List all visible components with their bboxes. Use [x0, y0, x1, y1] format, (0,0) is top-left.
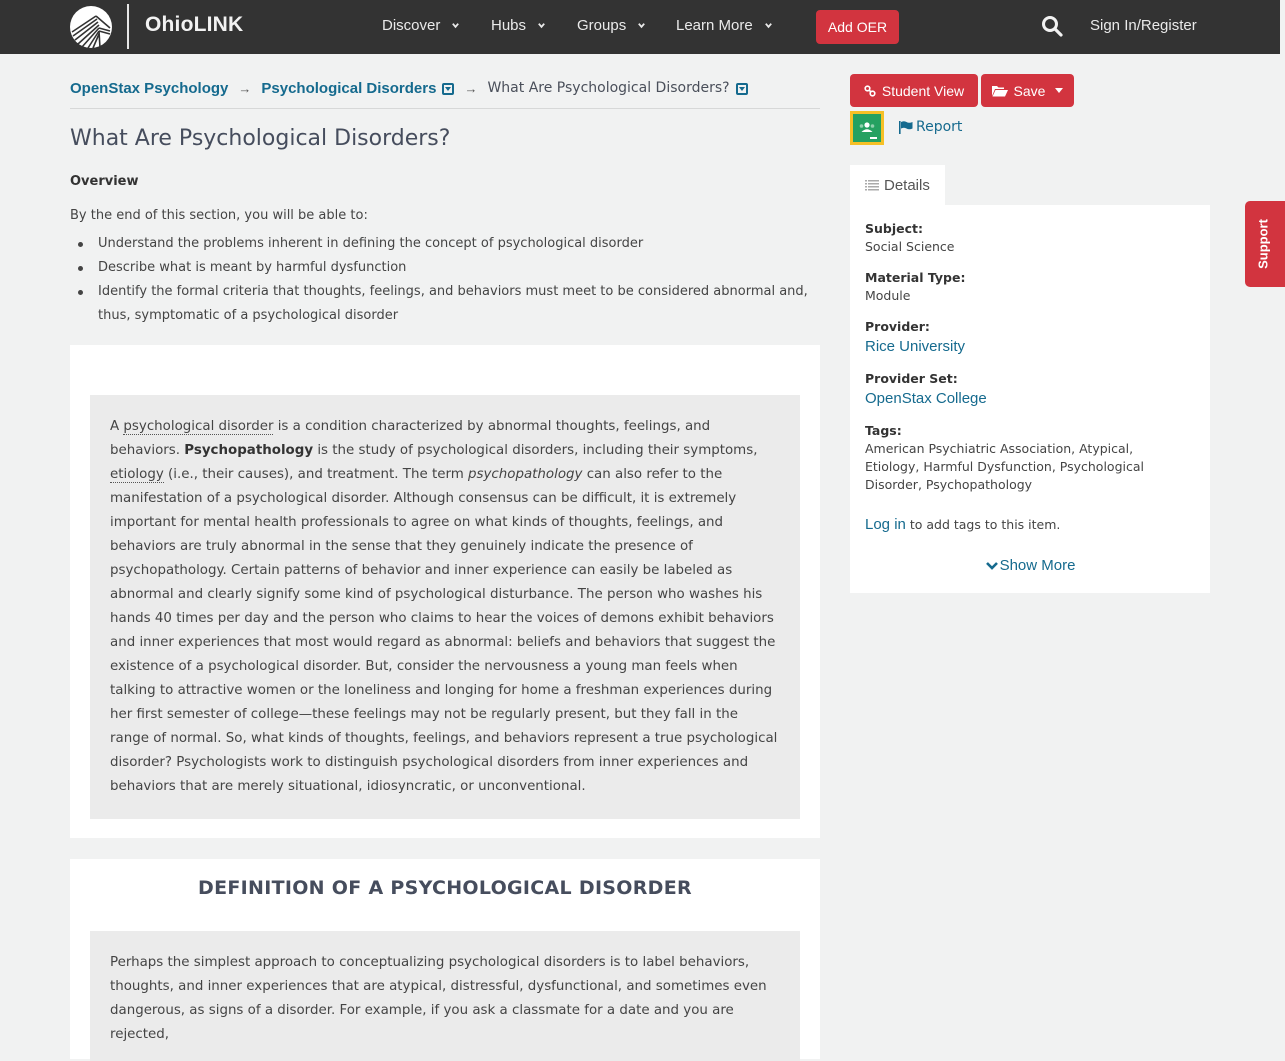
section-heading: DEFINITION OF A PSYCHOLOGICAL DISORDER	[198, 877, 692, 899]
logo-divider	[127, 4, 129, 49]
report-link[interactable]	[899, 119, 962, 135]
login-hint: to add tags to this item.	[905, 517, 1061, 532]
breadcrumb-psychological-disorders[interactable]: Psychological Disorders	[261, 80, 437, 97]
page-title: What Are Psychological Disorders?	[70, 126, 451, 151]
dropdown-toggle-icon[interactable]	[736, 83, 748, 95]
nav-hubs-label: Hubs	[491, 17, 527, 34]
tags-field	[865, 422, 1185, 494]
provider-set-label: Provider Set:	[865, 371, 958, 386]
italic-term: psychopathology	[468, 467, 583, 482]
sign-in-register-link[interactable]: Sign In/Register	[1090, 17, 1197, 34]
text: A	[110, 419, 124, 434]
nav-learn-more-label: Learn More	[676, 17, 753, 34]
glossary-term-etiology[interactable]: etiology	[110, 467, 164, 482]
material-type-value: Module	[865, 288, 911, 303]
objective-item: Describe what is meant by harmful dysfunction	[98, 256, 818, 280]
subject-label: Subject:	[865, 221, 923, 236]
chevron-down-icon	[764, 21, 773, 30]
breadcrumb-current: What Are Psychological Disorders?	[487, 80, 730, 96]
link-icon	[864, 85, 876, 97]
add-oer-button[interactable]: Add OER	[816, 10, 899, 44]
nav-learn-more[interactable]	[676, 17, 773, 34]
text: is the study of psychological disorders, including their symptoms,	[313, 443, 758, 458]
tags-label: Tags:	[865, 423, 902, 438]
chevron-down-icon	[985, 561, 999, 571]
breadcrumb	[70, 80, 820, 109]
student-view-button[interactable]	[850, 74, 978, 107]
ohiolink-logo[interactable]	[70, 6, 112, 48]
overview-label: Overview	[70, 174, 139, 189]
breadcrumb-separator: →	[238, 81, 252, 96]
flag-icon	[899, 121, 913, 134]
details-panel	[850, 205, 1210, 593]
login-to-tag	[865, 516, 1060, 533]
material-type-field	[865, 269, 1185, 305]
nav-discover[interactable]	[382, 17, 460, 34]
bold-term: Psychopathology	[184, 443, 314, 458]
google-classroom-share-button[interactable]	[850, 111, 884, 145]
login-link[interactable]: Log in	[865, 516, 906, 533]
nav-hubs[interactable]	[491, 17, 546, 34]
glossary-term-psychological-disorder[interactable]: psychological disorder	[123, 419, 274, 434]
search-icon	[1041, 15, 1063, 37]
google-classroom-icon	[853, 114, 881, 142]
show-more-button[interactable]	[850, 557, 1210, 574]
save-label: Save	[1013, 82, 1046, 99]
caret-down-icon	[1055, 88, 1063, 93]
learning-objectives	[98, 232, 818, 328]
logo-mark-icon	[70, 6, 112, 48]
chevron-down-icon	[637, 21, 646, 30]
nav-groups[interactable]	[577, 17, 646, 34]
support-label: Support	[1255, 219, 1271, 269]
tags-value: American Psychiatric Association, Atypical, Etiology, Harmful Dysfunction, Psychological Disorder, Psychopathology	[865, 441, 1144, 492]
content-paragraph: Perhaps the simplest approach to conceptualizing psychological disorders is to label behaviors, thoughts, and inner experiences that are atypical, distressful, dysfunctional, and sometimes even dangerous, as signs of a disorder. For example, if you ask a classmate for a date and you are rejected,	[90, 931, 800, 1061]
material-type-label: Material Type:	[865, 270, 966, 285]
text: can also refer to the manifestation of a psychological disorder. Although consensus can be difficult, it is extremely important for mental health professionals to agree on what kinds of thoughts, feelings, and behaviors are truly abnormal in the sense that they genuinely indicate the presence of psychopathology. Certain patterns of behavior and inner experience can easily be labeled as abnormal and clearly signify some kind of psychological disturbance. The person who washes his hands 40 times per day and the person who claims to hear the voices of demons exhibit behaviors and inner experiences that most would regard as abnormal: beliefs and behaviors that suggest the existence of a psychological disorder. But, consider the nervousness a young man feels when talking to attractive women or the loneliness and longing for home a freshman experiences during her first semester of college—these feelings may not be regularly present, but they fall in the range of normal. So, what kinds of thoughts, feelings, and behaviors represent a true psychological disorder? Psychologists work to distinguish psychological disorders from inner experiences and behaviors that are merely situational, idiosyncratic, or unconventional.	[110, 467, 778, 794]
provider-set-field	[865, 370, 1185, 409]
content-paragraph	[90, 395, 800, 819]
intro-text: By the end of this section, you will be able to:	[70, 208, 368, 223]
support-tab[interactable]	[1245, 201, 1285, 287]
nav-discover-label: Discover	[382, 17, 441, 34]
tab-details-label: Details	[884, 176, 930, 194]
subject-field	[865, 220, 1185, 256]
provider-label: Provider:	[865, 319, 930, 334]
search-button[interactable]	[1041, 15, 1063, 37]
objective-item: Understand the problems inherent in defining the concept of psychological disorder	[98, 232, 818, 256]
tab-details[interactable]	[850, 165, 945, 205]
objective-item: Identify the formal criteria that thoughts, feelings, and behaviors must meet to be considered abnormal and, thus, symptomatic of a psychological disorder	[98, 280, 818, 328]
provider-field	[865, 318, 1185, 357]
chevron-down-icon	[451, 21, 460, 30]
provider-set-link[interactable]: OpenStax College	[865, 390, 987, 407]
show-more-label: Show More	[999, 557, 1076, 574]
dropdown-toggle-icon[interactable]	[442, 83, 454, 95]
report-label: Report	[916, 119, 963, 135]
student-view-label: Student View	[881, 82, 965, 99]
list-icon	[865, 180, 879, 191]
brand-name[interactable]: OhioLINK	[145, 13, 244, 36]
top-navigation	[0, 0, 1280, 54]
breadcrumb-openstax-psychology[interactable]: OpenStax Psychology	[70, 80, 229, 97]
subject-value: Social Science	[865, 239, 955, 254]
folder-open-icon	[992, 85, 1008, 97]
chevron-down-icon	[537, 21, 546, 30]
content-card	[70, 345, 820, 838]
text: (i.e., their causes), and treatment. The term	[163, 467, 469, 482]
save-button[interactable]	[981, 74, 1074, 107]
content-card	[70, 859, 820, 1059]
text: is a condition characterized by abnormal thoughts, feelings, and behaviors.	[110, 419, 711, 458]
breadcrumb-separator: →	[464, 81, 478, 96]
nav-groups-label: Groups	[577, 17, 627, 34]
provider-link[interactable]: Rice University	[865, 338, 966, 355]
